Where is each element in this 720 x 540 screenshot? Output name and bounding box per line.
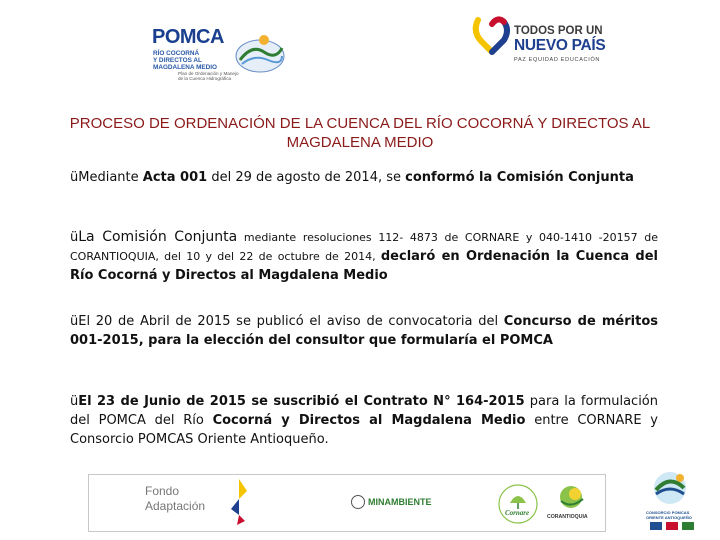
bullet-text: mediante resoluciones xyxy=(237,231,379,244)
check-bullet-icon: ü xyxy=(70,170,79,185)
consorcio-line2: ORIENTE ANTIOQUEÑO xyxy=(646,515,692,520)
colombia-heart-icon xyxy=(470,12,514,58)
pomca-logo xyxy=(150,24,290,82)
cornare-leaf-icon xyxy=(497,483,539,525)
consorcio-line1: CONSORCIO POMCAS xyxy=(646,510,690,515)
bullet-acta-001 xyxy=(70,168,658,187)
cornare-logo xyxy=(497,483,539,525)
bullet-text: 112- 4873 de CORNARE y 040-1410 -20157 xyxy=(378,231,638,244)
bullet-text: El 20 de Abril de 2015 se publicó el aviso de convocatoria del xyxy=(78,314,504,329)
minambiente-logo xyxy=(351,495,441,511)
corantioquia-globe-icon xyxy=(547,481,603,513)
bullet-text-bold: Acta 001 xyxy=(142,170,208,185)
bullet-text: del 29 de agosto de 2014, se xyxy=(207,170,406,185)
bullet-text-bold: Concurso de méritos 001-2015, para la elección del consultor que formularía el POMCA xyxy=(70,314,658,348)
fondo-adaptacion-icon xyxy=(229,477,249,527)
pomca-logo-subtitle2: de la Cuenca Hidrográfica xyxy=(178,76,232,81)
corantioquia-text: CORANTIOQUIA xyxy=(547,514,588,520)
pomca-logo-line3: MAGDALENA MEDIO xyxy=(153,64,218,71)
todos-por-un-nuevo-pais-logo xyxy=(470,12,620,72)
minambiente-text: MINAMBIENTE xyxy=(368,497,432,507)
check-bullet-icon: ü xyxy=(70,394,79,409)
pomca-logo-line2: Y DIRECTOS AL xyxy=(153,57,202,64)
bullet-text-bold: Cocorná y Directos al Magdalena Medio xyxy=(212,413,526,428)
corantioquia-logo xyxy=(547,481,603,527)
check-bullet-icon: ü xyxy=(70,230,79,245)
bullet-text: de CORANTIOQUIA, del 10 y del 22 de octubre de 2014, xyxy=(70,231,659,263)
bullet-text-bold: conformó la Comisión Conjunta xyxy=(405,170,634,185)
fondo-adaptacion-line1: Fondo xyxy=(145,484,180,498)
consorcio-badges-icon xyxy=(650,521,694,531)
watershed-icon xyxy=(234,30,286,76)
bullet-comision-conjunta xyxy=(70,228,658,285)
bullet-text: Mediante xyxy=(78,170,143,185)
pomca-logo-subtitle1: Plan de Ordenación y Manejo xyxy=(178,71,239,76)
bullet-text: La Comisión Conjunta xyxy=(78,229,238,245)
fondo-adaptacion-line2: Adaptación xyxy=(145,499,206,513)
pomca-logo-line1: RÍO COCORNÁ xyxy=(153,50,200,57)
bullet-text: entre CORNARE y Consorcio POMCAS Oriente Antioqueño. xyxy=(70,413,658,447)
bullet-text-bold: El 23 de Junio de 2015 se suscribió el Contrato N° 164-2015 xyxy=(78,394,525,409)
check-bullet-icon: ü xyxy=(70,314,79,329)
page-title: PROCESO DE ORDENACIÓN DE LA CUENCA DEL RÍO COCORNÁ Y DIRECTOS AL MAGDALENA MEDIO xyxy=(69,115,651,151)
tpn-logo-line3: PAZ EQUIDAD EDUCACIÓN xyxy=(514,57,601,63)
cornare-text: Cornare xyxy=(505,509,530,517)
consorcio-emblem-icon xyxy=(642,466,698,510)
bullet-contrato-164 xyxy=(70,392,658,449)
pomca-logo-word: POMCA xyxy=(152,26,224,48)
footer-logo-strip xyxy=(88,474,606,532)
bullet-text-bold: declaró en Ordenación la Cuenca del Río Cocorná y Directos al Magdalena Medio xyxy=(70,249,658,283)
consorcio-pomcas-logo xyxy=(642,466,698,534)
tpn-logo-line2: NUEVO PAÍS xyxy=(514,37,606,54)
tpn-logo-line1: TODOS POR UN xyxy=(514,25,603,37)
colombia-seal-icon xyxy=(351,495,365,509)
bullet-text: para la formulación del POMCA del Río xyxy=(70,394,659,428)
bullet-concurso-meritos xyxy=(70,312,658,350)
